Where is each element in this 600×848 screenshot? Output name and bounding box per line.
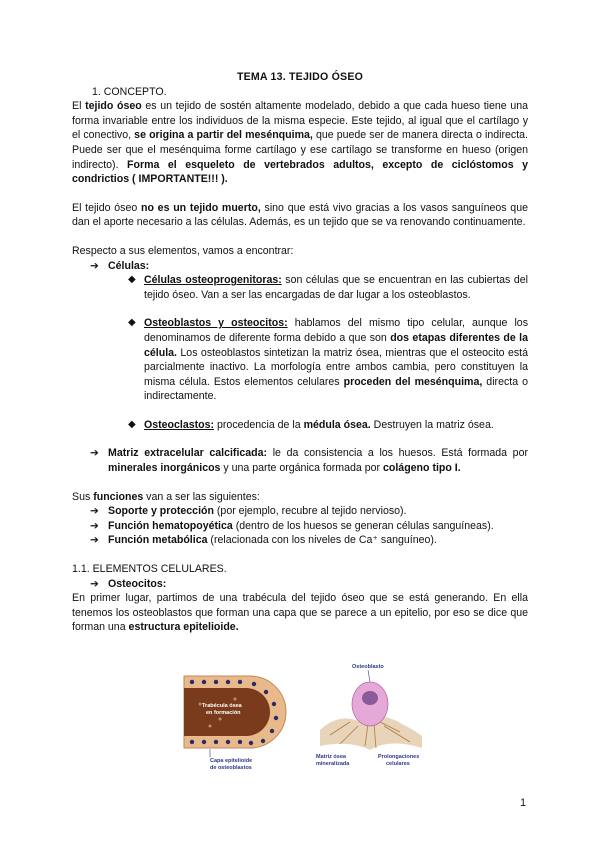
paragraph-concepto: El tejido óseo es un tejido de sostén altamente modelado, debido a que cada hueso tiene una forma invariable entre los individuos de la misma especie. Este tejido, al igual que el cartílago y el conectivo, se origina a partir del mesénquima, que puede ser de manera directa o indirecta. Puede ser que el mesénquima forme cartílago y ese cartílago se transforme en hueso (origen indirecto). Forma el esqueleto de vertebrados adultos, excepto de ciclóstomos y condrictios ( IMPORTANTE!!! ). <box>72 100 529 186</box>
paragraph-elementos: Respecto a sus elementos, vamos a encontrar: <box>72 244 294 257</box>
list-item-osteoprogenitoras: ◆ Células osteoprogenitoras: son células que se encuentran en las cubiertas del tejido óseo. Van a ser las encargadas de dar lugar a los osteoblastos. <box>128 274 529 301</box>
section-heading-elementos-celulares: 1.1. ELEMENTOS CELULARES. <box>72 563 227 576</box>
diamond-bullet-icon: ◆ <box>128 418 136 430</box>
paragraph-funciones: Sus funciones van a ser las siguientes: <box>72 490 260 503</box>
osteoblast-figure <box>310 660 430 770</box>
paragraph-tejido-vivo: El tejido óseo no es un tejido muerto, sino que está vivo gracias a los vasos sanguíneos que dan el aporte necesario a las células. Además, es un tejido que se va renovando continuamente. <box>72 201 528 229</box>
arrow-icon: ➔ <box>90 519 99 532</box>
list-item-funcion: ➔ Función hematopoyética (dentro de los huesos se generan células sanguíneas). <box>90 519 494 532</box>
section-heading-concepto: 1. CONCEPTO. <box>92 85 167 98</box>
figure-caption: de osteoblastos <box>210 765 252 771</box>
figure-label: Prolongaciones <box>378 754 420 760</box>
list-item-osteocitos: ➔ Osteocitos: <box>90 577 167 590</box>
trabecula-figure <box>180 664 300 774</box>
list-item-osteoblastos: ◆ Osteoblastos y osteocitos: hablamos del mismo tipo celular, aunque los denominamos de diferente forma debido a que son dos etapas diferentes de la célula. Los osteoblastos sintetizan la matriz ósea, mientras que el osteocito está parcialmente inactivo. La morfología entre ambos cambia, pero constituyen la misma célula. Estos elementos celulares proceden del mesénquima, directa o indirectamente. <box>128 317 528 403</box>
figure-inner-label: en formación <box>206 710 241 716</box>
figure-label-osteoblasto: Osteoblasto <box>352 664 384 670</box>
figure-label: celulares <box>386 761 410 767</box>
arrow-icon: ➔ <box>90 447 99 460</box>
figure-caption: Capa epitelioide <box>210 758 253 764</box>
list-item-funcion: ➔ Función metabólica (relacionada con los niveles de Ca⁺ sanguíneo). <box>90 534 437 547</box>
list-item-osteoclastos: ◆ Osteoclastos: procedencia de la médula ósea. Destruyen la matriz ósea. <box>128 418 494 431</box>
arrow-icon: ➔ <box>90 259 99 272</box>
document-body <box>72 70 528 635</box>
paragraph-trabecula: En primer lugar, partimos de una trabécula del tejido óseo que se está generando. En ella tenemos los osteoblastos que forman una capa que se parece a un epitelio, por eso se dice que forman una estructura epitelioide. <box>72 592 528 634</box>
arrow-icon: ➔ <box>90 534 99 547</box>
figure-inner-label: Trabécula ósea <box>202 703 242 709</box>
arrow-icon: ➔ <box>90 577 99 590</box>
figure-label: Matriz ósea <box>316 754 346 760</box>
figures <box>180 664 440 774</box>
diamond-bullet-icon: ◆ <box>128 317 136 329</box>
list-item-funcion: ➔ Soporte y protección (por ejemplo, recubre al tejido nervioso). <box>90 505 407 518</box>
page-number: 1 <box>520 797 526 809</box>
diamond-bullet-icon: ◆ <box>128 274 136 286</box>
figure-label: mineralizada <box>316 761 350 767</box>
document-title: TEMA 13. TEJIDO ÓSEO <box>236 71 364 83</box>
list-item-celulas: ➔ Células: <box>90 259 150 272</box>
list-item-matriz: ➔ Matriz extracelular calcificada: le da consistencia a los huesos. Está formada por minerales inorgánicos y una parte orgánica formada por colágeno tipo I. <box>90 447 528 475</box>
arrow-icon: ➔ <box>90 505 99 518</box>
